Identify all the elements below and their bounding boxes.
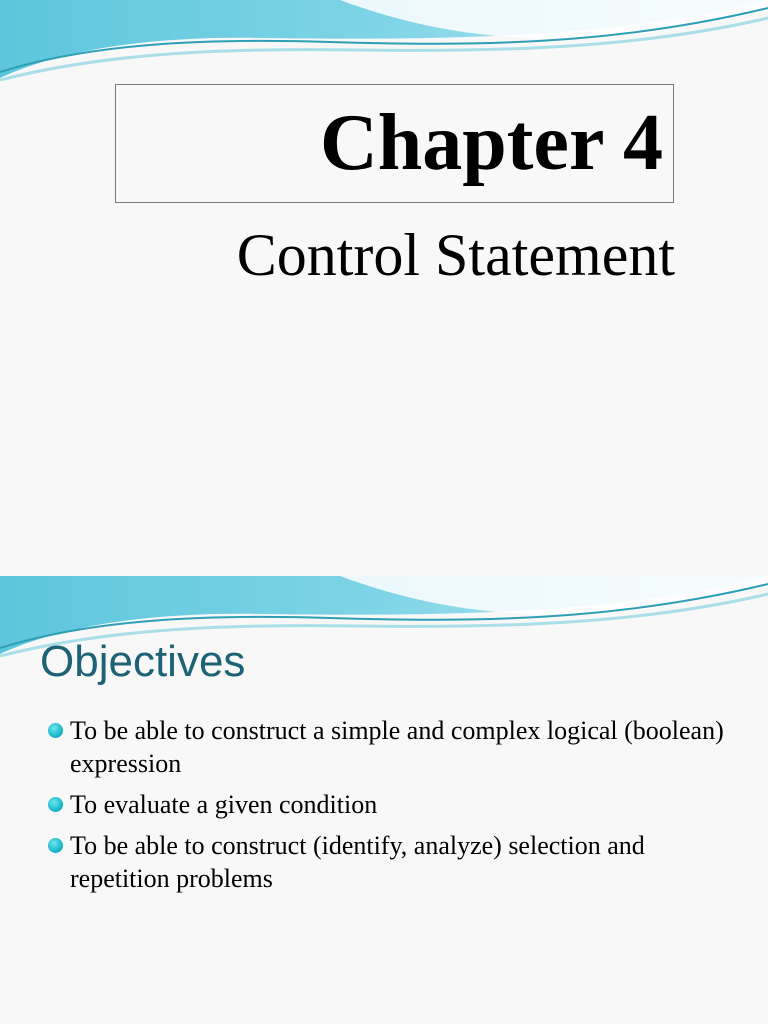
chapter-subtitle: Control Statement [236, 222, 675, 288]
list-item [44, 829, 744, 895]
objectives-heading: Objectives [40, 637, 246, 686]
list-item [44, 714, 744, 780]
bullet-icon [48, 797, 63, 812]
bullet-icon [48, 723, 63, 738]
list-item-text: To evaluate a given condition [70, 790, 378, 819]
bullet-icon [48, 838, 63, 853]
objectives-list [44, 714, 744, 903]
objectives-slide [0, 576, 768, 1024]
chapter-title: Chapter 4 [320, 99, 663, 187]
title-box [115, 84, 674, 203]
list-item [44, 788, 744, 821]
list-item-text: To be able to construct a simple and complex logical (boolean) expression [70, 716, 724, 778]
list-item-text: To be able to construct (identify, analyze) selection and repetition problems [70, 831, 645, 893]
